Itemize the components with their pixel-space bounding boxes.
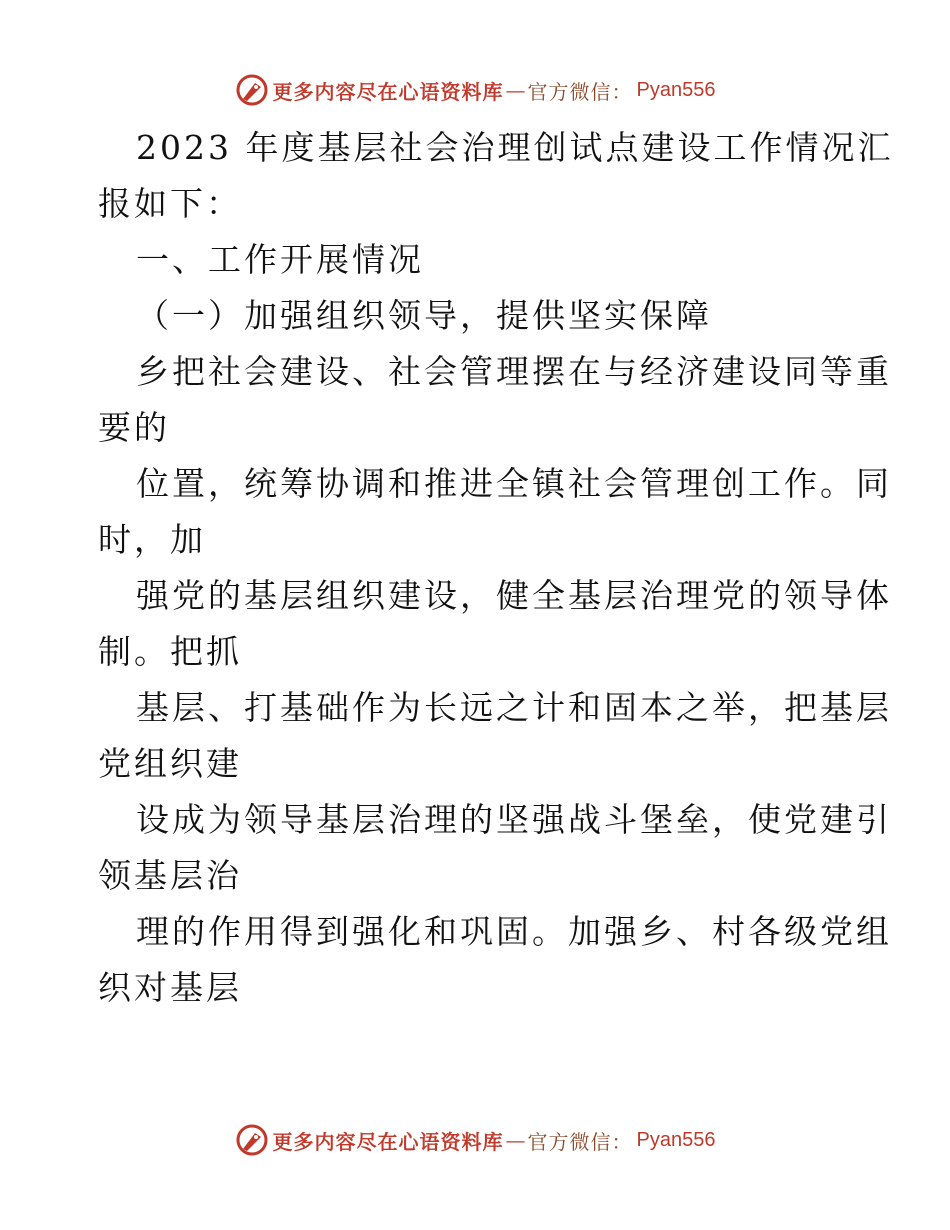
body-line: 时，加 — [98, 520, 206, 559]
watermark-dash: — — [505, 78, 526, 102]
body-line: 报如下： — [98, 184, 242, 223]
watermark-wechat-label: 官方微信： — [527, 1129, 633, 1154]
section-heading: 一、工作开展情况 — [136, 240, 424, 279]
body-line: 要的 — [98, 408, 170, 447]
watermark-dash: — — [505, 1128, 526, 1152]
watermark-wechat-label: 官方微信： — [527, 79, 633, 104]
body-line: 位置，统筹协调和推进全镇社会管理创工作。同 — [136, 464, 892, 503]
body-line: 2023 年度基层社会治理创试点建设工作情况汇 — [136, 128, 894, 167]
body-line: 设成为领导基层治理的坚强战斗堡垒，使党建引 — [136, 800, 892, 839]
footer-watermark — [0, 1120, 950, 1160]
body-line: 制。把抓 — [98, 632, 242, 671]
body-line: 领基层治 — [98, 856, 242, 895]
body-line: 乡把社会建设、社会管理摆在与经济建设同等重 — [136, 352, 892, 391]
watermark-site-text: 更多内容尽在心语资料库 — [272, 1129, 504, 1154]
pen-nib-logo-icon — [235, 73, 269, 107]
watermark-site-text: 更多内容尽在心语资料库 — [272, 79, 504, 104]
body-line: 织对基层 — [98, 968, 242, 1007]
watermark-wechat-id: Pyan556 — [636, 1128, 716, 1151]
subsection-heading: （一）加强组织领导，提供坚实保障 — [136, 296, 712, 335]
pen-nib-logo-icon — [235, 1123, 269, 1157]
watermark-wechat-id: Pyan556 — [636, 78, 716, 101]
document-body — [98, 120, 894, 1016]
body-line: 党组织建 — [98, 744, 242, 783]
header-watermark — [0, 70, 950, 110]
body-line: 理的作用得到强化和巩固。加强乡、村各级党组 — [136, 912, 892, 951]
body-line: 基层、打基础作为长远之计和固本之举，把基层 — [136, 688, 892, 727]
body-line: 强党的基层组织建设，健全基层治理党的领导体 — [136, 576, 892, 615]
